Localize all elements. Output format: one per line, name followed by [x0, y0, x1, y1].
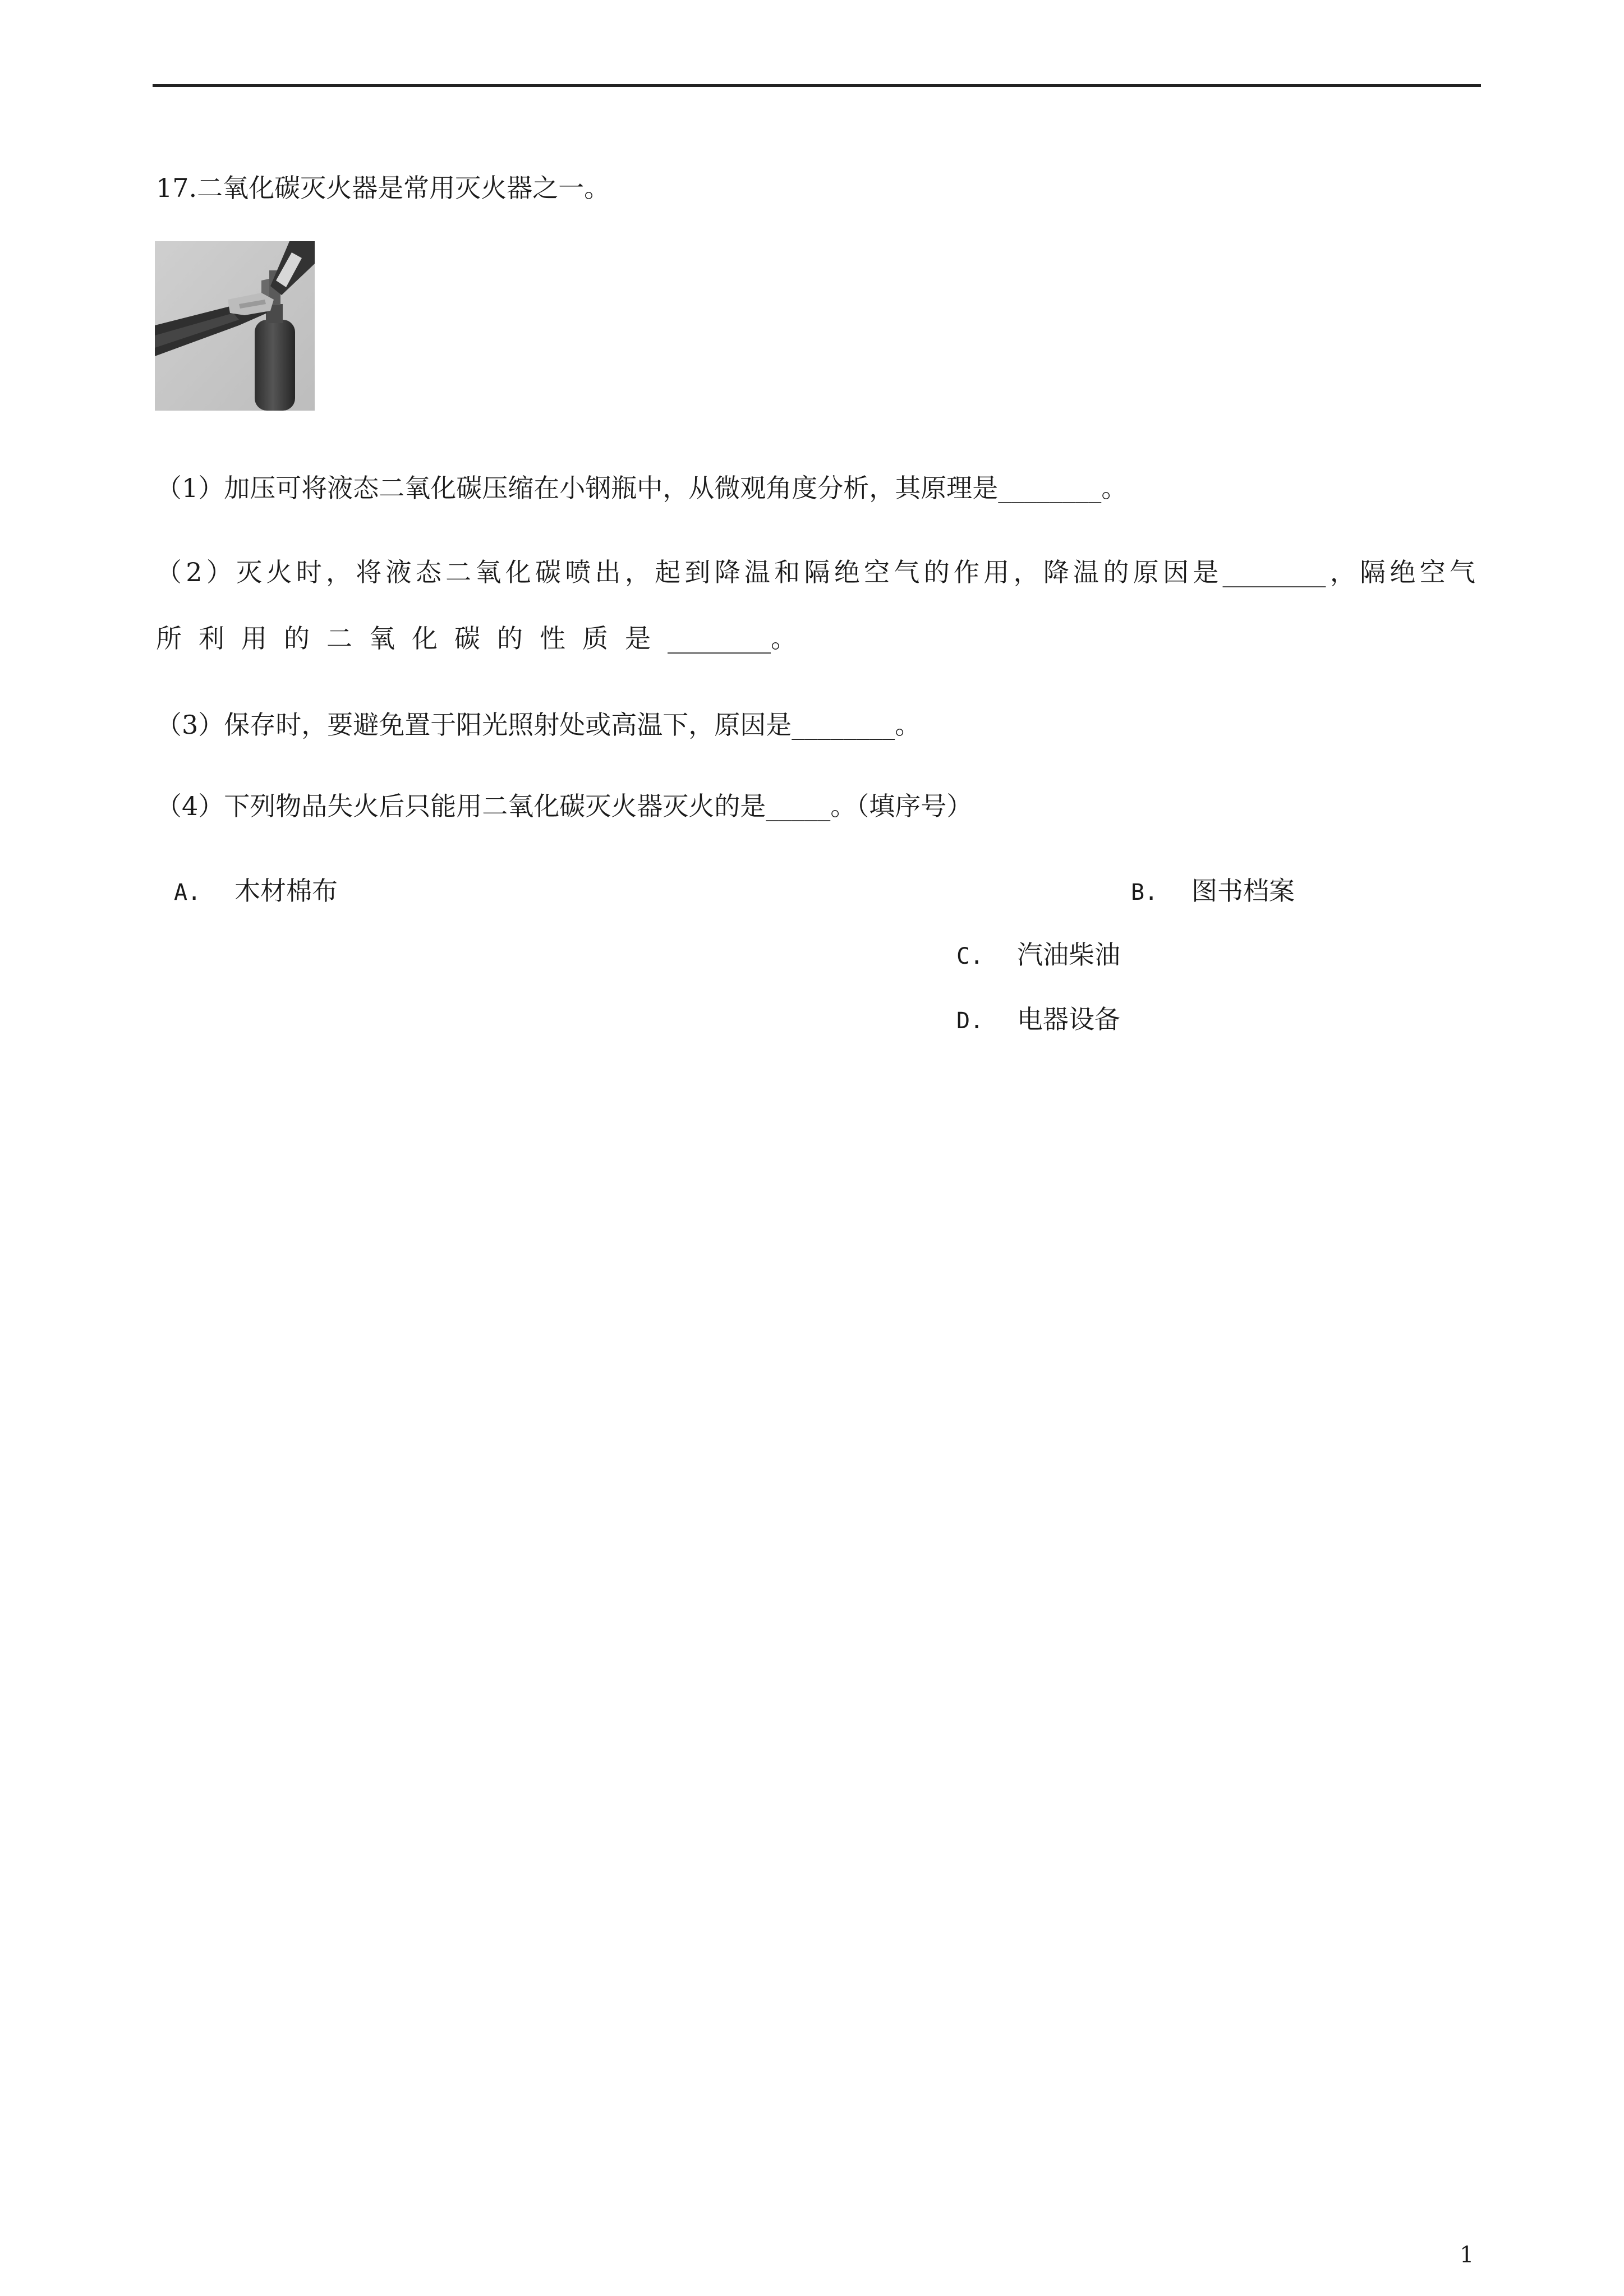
option-a [174, 874, 338, 909]
option-a-letter: A. [174, 880, 201, 905]
option-d-text: 电器设备 [1017, 1004, 1120, 1034]
sub-question-4: （4）下列物品失火后只能用二氧化碳灭火器灭火的是_____。（填序号） [156, 791, 973, 821]
option-a-text: 木材棉布 [234, 876, 338, 906]
page-number: 1 [1460, 2242, 1474, 2268]
option-b-text: 图书档案 [1191, 876, 1295, 906]
question-title [156, 171, 610, 205]
sub-question-2-spaced-text: 所利用的二氧化碳的性质是 [156, 623, 668, 654]
sub-question-2-blank: ________。 [668, 623, 797, 654]
option-c-text: 汽油柴油 [1017, 940, 1120, 970]
option-c-letter: C. [956, 944, 984, 969]
question-number: 17. [156, 173, 197, 203]
sub-question-2-line-2 [156, 622, 797, 655]
option-d-letter: D. [956, 1008, 984, 1034]
question-stem: 二氧化碳灭火器是常用灭火器之一。 [197, 173, 610, 203]
option-c [956, 938, 1120, 973]
option-b [1131, 874, 1295, 909]
header-rule [153, 84, 1481, 87]
sub-question-1: （1）加压可将液态二氧化碳压缩在小钢瓶中，从微观角度分析，其原理是________。 [156, 473, 1128, 503]
option-b-letter: B. [1131, 880, 1158, 905]
fire-extinguisher-photo [155, 241, 315, 411]
option-d [956, 1002, 1120, 1038]
sub-question-3: （3）保存时，要避免置于阳光照射处或高温下，原因是________。 [156, 710, 921, 740]
sub-question-2-line-1: （2）灭火时，将液态二氧化碳喷出，起到降温和隔绝空气的作用，降温的原因是________，隔绝空气 [156, 557, 1475, 587]
